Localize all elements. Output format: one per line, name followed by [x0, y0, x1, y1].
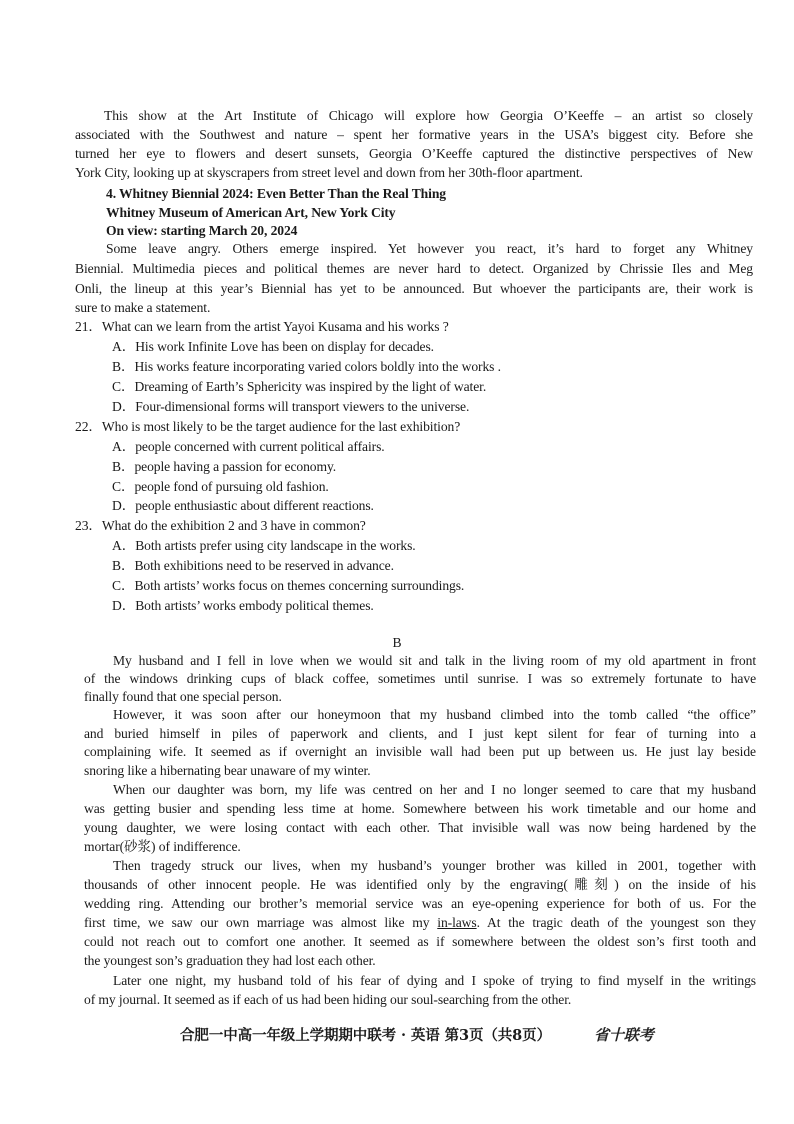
underlined-word: in-laws [437, 915, 477, 930]
option-b: B．His works feature incorporating varied colors boldly into the works . [112, 359, 501, 374]
exhibit-line: sure to make a statement. [75, 300, 211, 315]
paragraph-line: finally found that one special person. [84, 689, 282, 704]
option-b: B．people having a passion for economy. [112, 459, 337, 474]
section-heading: B [392, 635, 402, 650]
paragraph-line: wedding ring. Attending our brother’s memorial service was an eye-opening experience for both of us. For the [84, 896, 756, 911]
option-c: C．Dreaming of Earth’s Sphericity was inspired by the light of water. [112, 379, 487, 394]
paragraph-line: Later one night, my husband told of his fear of dying and I spoke of trying to find myself in the writings [113, 973, 756, 988]
option-d: D．people enthusiastic about different reactions. [112, 498, 374, 513]
paragraph-line: and buried himself in piles of paperwork and clients, and I just kept silent for fear of turning into a [84, 726, 756, 741]
option-d: D．Four-dimensional forms will transport viewers to the universe. [112, 399, 470, 414]
option-b: B．Both exhibitions need to be reserved in advance. [112, 558, 394, 573]
option-a: A．people concerned with current political affairs. [112, 439, 385, 454]
option-c: C．Both artists’ works focus on themes concerning surroundings. [112, 578, 465, 593]
page-footer: 合肥一中高一年级上学期期中联考 · 英语 第3页（共8页） [180, 1027, 551, 1044]
option-d: D．Both artists’ works embody political themes. [112, 598, 374, 613]
paragraph-line: My husband and I fell in love when we would sit and talk in the living room of my old apartment in front [113, 653, 756, 668]
paragraph-line: of the windows drinking cups of black coffee, sometimes until sunrise. I was so extremely fortunate to have [84, 671, 756, 686]
paragraph-line: was getting busier and spending less time at home. Somewhere between his work timetable and our home and [84, 801, 756, 816]
intro-line: associated with the Southwest and nature – spent her formative years in the USA’s biggest city. Before she [75, 127, 753, 142]
question-stem: 22．Who is most likely to be the target audience for the last exhibition? [75, 419, 461, 434]
option-a: A．Both artists prefer using city landscape in the works. [112, 538, 416, 553]
question-stem: 21．What can we learn from the artist Yayoi Kusama and his works ? [75, 319, 449, 334]
question-stem: 23．What do the exhibition 2 and 3 have in common? [75, 518, 366, 533]
footer-stamp: 省十联考 [594, 1026, 654, 1044]
paragraph-line: However, it was soon after our honeymoon that my husband climbed into the tomb called “the office” [113, 707, 756, 722]
paragraph-line: When our daughter was born, my life was centred on her and I no longer seemed to care that my husband [113, 782, 756, 797]
paragraph-line: complaining wife. It seemed as if overnight an invisible wall had been put up between us. He just lay beside [84, 744, 756, 759]
paragraph-line: could not reach out to comfort one another. It seemed as if somewhere between the oldest son’s first tooth and [84, 934, 756, 949]
paragraph-line: the youngest son’s graduation they had lost each other. [84, 953, 376, 968]
option-a: A．His work Infinite Love has been on display for decades. [112, 339, 434, 354]
exhibit-line: Some leave angry. Others emerge inspired. Yet however you react, it’s hard to forget any Whitney [106, 241, 753, 256]
intro-line: turned her eye to flowers and desert sunsets, Georgia O’Keeffe captured the distinctive perspectives of New [75, 146, 753, 161]
paragraph-line: mortar(砂浆) of indifference. [84, 839, 241, 854]
exhibit-title: 4. Whitney Biennial 2024: Even Better Than the Real Thing [106, 186, 446, 201]
line-text: . At the tragic death of the youngest son they [476, 915, 756, 930]
line-text: first time, we saw our own marriage was almost like my [84, 915, 438, 930]
intro-line: York City, looking up at skyscrapers from street level and down from her 30th-floor apartment. [75, 165, 583, 180]
paragraph-line: of my journal. It seemed as if each of us had been hiding our soul-searching from the other. [84, 992, 572, 1007]
exhibit-line: Onli, the lineup at this year’s Biennial has yet to be announced. But whoever the participants are, their work is [75, 281, 753, 296]
paragraph-line: young daughter, we were losing contact with each other. That invisible wall was now being hardened by the [84, 820, 756, 835]
exhibit-line: Biennial. Multimedia pieces and political themes are never hard to detect. Organized by Chrissie Iles and Meg [75, 261, 753, 276]
paragraph-line: snoring like a hibernating bear unaware of my winter. [84, 763, 371, 778]
option-c: C．people fond of pursuing old fashion. [112, 479, 329, 494]
paragraph-line [84, 914, 756, 933]
exhibit-venue: Whitney Museum of American Art, New York City [106, 205, 396, 220]
paragraph-line: Then tragedy struck our lives, when my husband’s younger brother was killed in 2001, together with [113, 858, 756, 873]
paragraph-line: thousands of other innocent people. He was identified only by the engraving(雕刻) on the inside of his [84, 877, 756, 892]
exhibit-view-date: On view: starting March 20, 2024 [106, 223, 298, 238]
intro-line: This show at the Art Institute of Chicago will explore how Georgia O’Keeffe – an artist so closely [104, 108, 753, 123]
